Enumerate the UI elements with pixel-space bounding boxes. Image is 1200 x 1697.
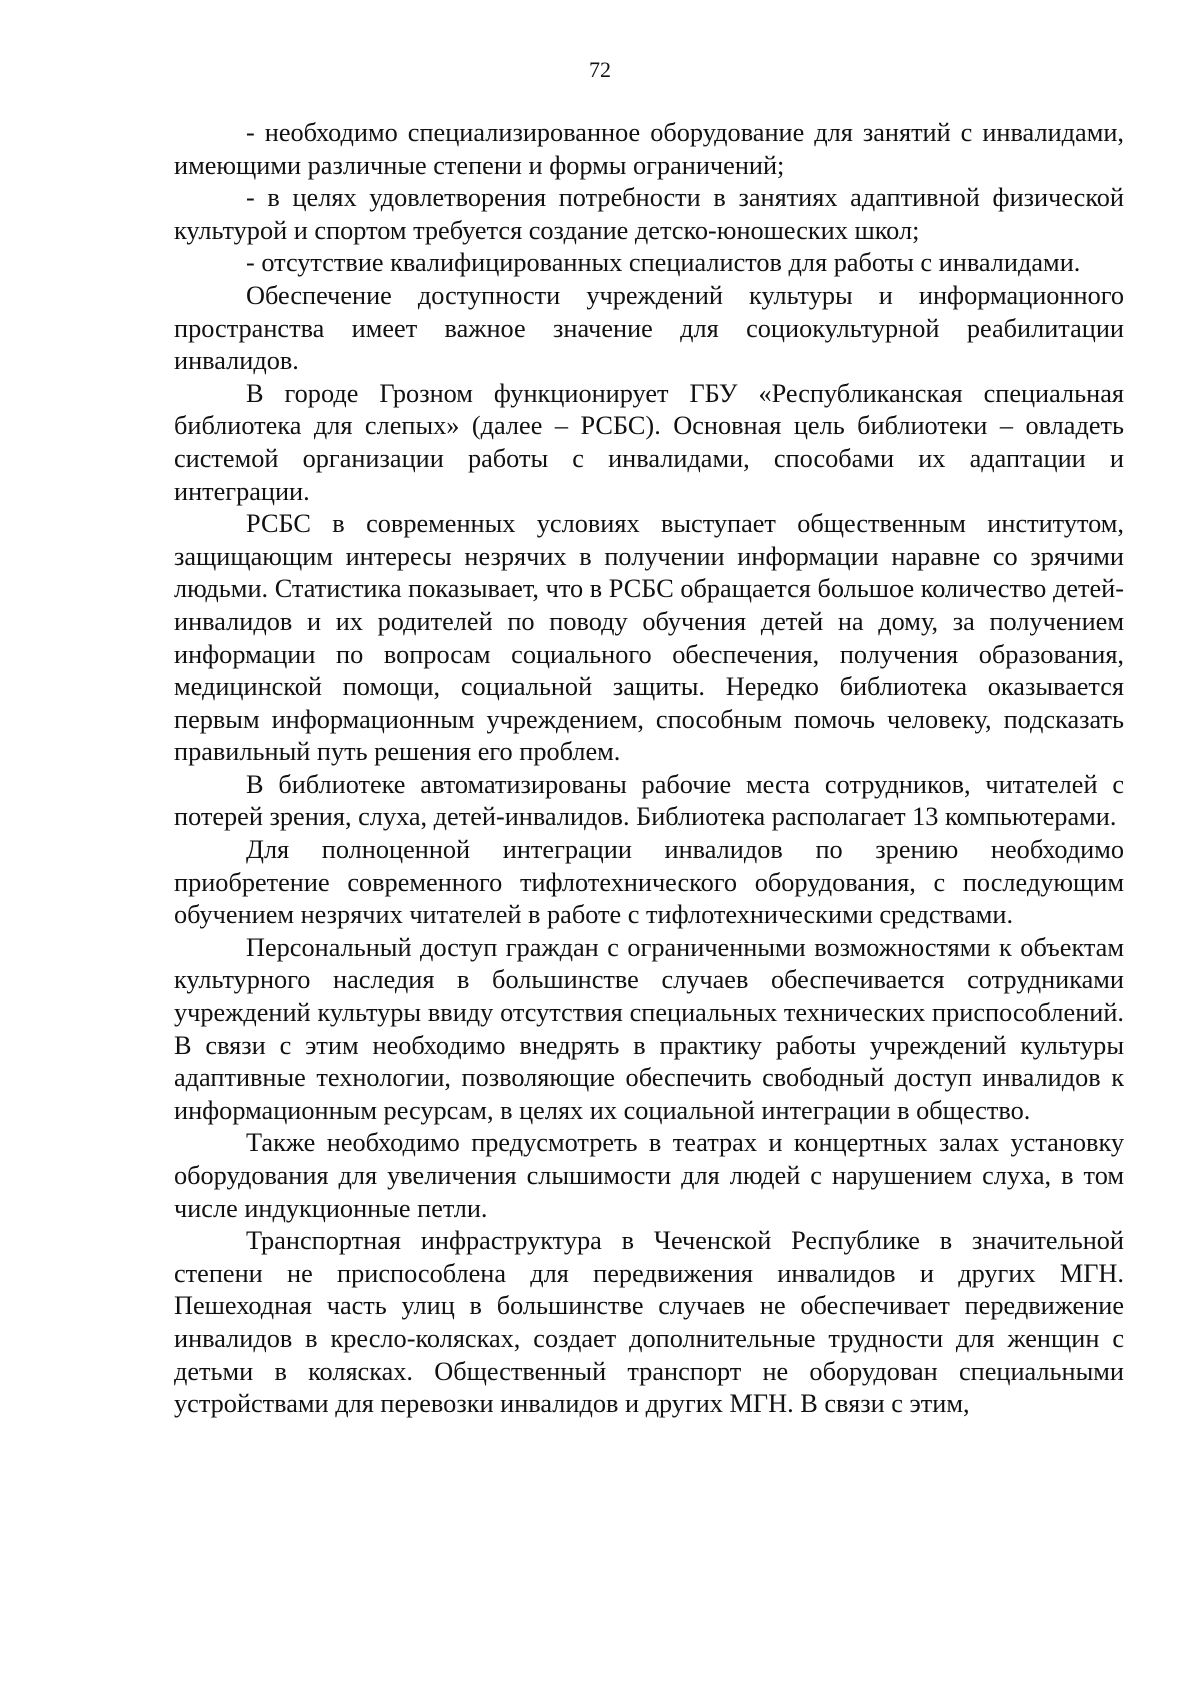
paragraph-youth-schools: - в целях удовлетворения потребности в занятиях адаптивной физической культурой и спортом требуется создание детско-юношеских школ; (174, 183, 1124, 245)
paragraph-typhlotechnical-equipment: Для полноценной интеграции инвалидов по зрению необходимо приобретение современного тифлотехнического оборудования, с последующим обучением незрячих читателей в работе с тифлотехническими средствами. (174, 835, 1124, 930)
paragraph-automated-workplaces: В библиотеке автоматизированы рабочие места сотрудников, читателей с потерей зрения, слуха, детей-инвалидов. Библиотека располагает 13 компьютерами. (174, 769, 1124, 832)
paragraph-rsbs-role: РСБС в современных условиях выступает общественным институтом, защищающим интересы незрячих в получении информации наравне со зрячими людьми. Статистика показывает, что в РСБС обращается большое количество детей-инвалидов и их родителей по поводу обучения детей на дому, за получением информации по вопросам социального обеспечения, получения образования, медицинской помощи, социальной защиты. Нередко библиотека оказывается первым информационным учреждением, способным помочь человеку, подсказать правильный путь решения его проблем. (174, 509, 1124, 767)
paragraph-cultural-heritage-access: Персональный доступ граждан с ограниченными возможностями к объектам культурного наследия в большинстве случаев обеспечивается сотрудниками учреждений культуры ввиду отсутствия специальных технических приспособлений. В связи с этим необходимо внедрять в практику работы учреждений культуры адаптивные технологии, позволяющие обеспечить свободный доступ инвалидов к информационным ресурсам, в целях их социальной интеграции в общество. (174, 932, 1124, 1125)
paragraph-equipment-needed: - необходимо специализированное оборудование для занятий с инвалидами, имеющими различные степени и формы ограничений; (174, 118, 1124, 180)
page-number: 72 (589, 57, 611, 82)
paragraph-transport-infrastructure: Транспортная инфраструктура в Чеченской Республике в значительной степени не приспособлена для передвижения инвалидов и других МГН. Пешеходная часть улиц в большинстве случаев не обеспечивает передвижение инвалидов в кресло-колясках, создает дополнительные трудности для женщин с детьми в колясках. Общественный транспорт не оборудован специальными устройствами для перевозки инвалидов и других МГН. В связи с этим, (174, 1226, 1124, 1419)
paragraph-culture-accessibility: Обеспечение доступности учреждений культуры и информационного пространства имеет важное значение для социокультурной реабилитации инвалидов. (174, 280, 1124, 376)
document-body (174, 117, 1124, 1421)
paragraph-lack-of-specialists: - отсутствие квалифицированных специалистов для работы с инвалидами. (246, 248, 1081, 278)
paragraph-library-for-blind: В городе Грозном функционирует ГБУ «Республиканская специальная библиотека для слепых» (далее – РСБС). Основная цель библиотеки – овладеть системой организации работы с инвалидами, способами их адаптации и интеграции. (174, 378, 1124, 506)
paragraph-hearing-loops: Также необходимо предусмотреть в театрах и концертных залах установку оборудования для увеличения слышимости для людей с нарушением слуха, в том числе индукционные петли. (174, 1128, 1124, 1223)
